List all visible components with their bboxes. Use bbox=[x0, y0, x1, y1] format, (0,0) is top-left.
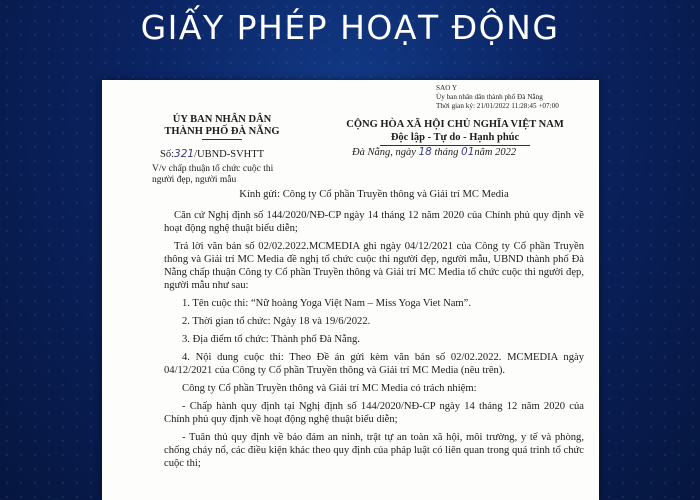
item-time: 2. Thời gian tổ chức: Ngày 18 và 19/6/2022. bbox=[182, 316, 371, 327]
date-prefix: Đà Nẵng, ngày bbox=[352, 147, 419, 158]
paragraph-legal-basis: Căn cứ Nghị định số 144/2020/NĐ-CP ngày 14 tháng 12 năm 2020 của Chính phủ quy định về hoạt động nghệ thuật biểu diễn; bbox=[164, 210, 584, 234]
docno-prefix: Số: bbox=[160, 149, 175, 160]
responsibility-2: - Tuân thủ quy định về bảo đảm an ninh, trật tự an toàn xã hội, môi trường, y tế và phòng, chống cháy nổ, các điều kiện khác theo quy định của pháp luật có liên quan trong quá trình tổ chức cuộc thi; bbox=[164, 432, 584, 469]
document-date bbox=[352, 146, 516, 158]
responsibility-1: - Chấp hành quy định tại Nghị định số 144/2020/NĐ-CP ngày 14 tháng 12 năm 2020 của Chính phủ quy định về hoạt động nghệ thuật biểu diễn; bbox=[164, 401, 584, 425]
national-title: CỘNG HÒA XÃ HỘI CHỦ NGHĨA VIỆT NAM bbox=[346, 119, 564, 130]
issuer-line-1: ỦY BAN NHÂN DÂN bbox=[172, 114, 272, 125]
date-month-label: tháng bbox=[431, 147, 462, 158]
date-month-handwritten: 01 bbox=[461, 146, 475, 158]
issuer-line-2: THÀNH PHỐ ĐÀ NẴNG bbox=[164, 126, 280, 137]
stamp-line-2: Ủy ban nhân dân thành phố Đà Nẵng bbox=[436, 93, 543, 101]
national-motto: Độc lập - Tự do - Hạnh phúc bbox=[390, 132, 520, 143]
docno-suffix: /UBND-SVHTT bbox=[194, 149, 265, 160]
paragraph-approval: Trả lời văn bản số 02/02.2022.MCMEDIA ghi ngày 04/12/2021 của Công ty Cổ phần Truyền thông và Giải trí MC Media đề nghị tổ chức cuộc thi người đẹp, người mẫu, UBND thành phố Đà Nẵng chấp thuận Công ty Cổ phần Truyền thông và Giải trí MC Media tổ chức cuộc thi người đẹp, người mẫu như sau: bbox=[164, 241, 584, 291]
national-header bbox=[330, 118, 580, 146]
recipient-line: Kính gửi: Công ty Cổ phần Truyền thông và Giải trí MC Media bbox=[239, 189, 509, 200]
item-content: 4. Nội dung cuộc thi: Theo Đề án gửi kèm văn bản số 02/02.2022. MCMEDIA ngày 04/12/2021 của Công ty Cổ phần Truyền thông và Giải trí MC Media (nêu trên). bbox=[164, 352, 584, 376]
document-subject: V/v chấp thuận tổ chức cuộc thi người đẹp, người mẫu bbox=[152, 164, 274, 185]
document-page bbox=[102, 80, 599, 500]
docno-handwritten: 321 bbox=[174, 148, 195, 160]
date-year: năm 2022 bbox=[474, 147, 517, 158]
banner-title: GIẤY PHÉP HOẠT ĐỘNG bbox=[140, 8, 560, 47]
date-day-handwritten: 18 bbox=[418, 146, 432, 158]
document-body bbox=[164, 188, 584, 475]
issuer-header bbox=[152, 114, 292, 140]
item-location: 3. Địa điểm tổ chức: Thành phố Đà Nẵng. bbox=[182, 334, 360, 345]
document-number bbox=[160, 148, 264, 160]
paragraph-responsibility: Công ty Cổ phần Truyền thông và Giải trí MC Media có trách nhiệm: bbox=[182, 383, 477, 394]
item-contest-name: 1. Tên cuộc thi: “Nữ hoàng Yoga Việt Nam – Miss Yoga Viet Nam”. bbox=[182, 298, 472, 309]
digital-signature-stamp bbox=[436, 84, 596, 111]
issuer-underline bbox=[202, 139, 242, 140]
stamp-line-1: SAO Y bbox=[436, 84, 458, 92]
stamp-line-3: Thời gian ký: 21/01/2022 11:28:45 +07:00 bbox=[436, 102, 559, 110]
